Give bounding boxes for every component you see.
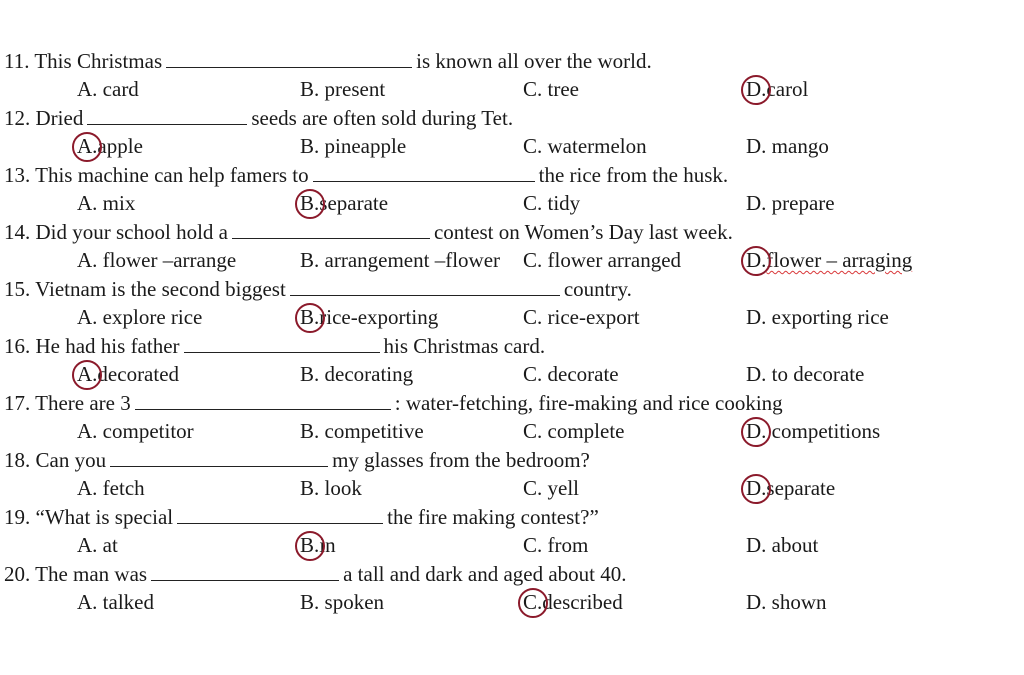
option-c: C. yell (523, 476, 580, 500)
question-stem: 18. Can you my glasses from the bedroom? (4, 448, 590, 472)
answer-circle-mark: B. (300, 191, 320, 215)
option-a: A. fetch (77, 476, 145, 500)
option-a: A. competitor (77, 419, 194, 443)
option-b: B. decorating (300, 362, 414, 386)
option-b: B. competitive (300, 419, 424, 443)
option-c: C. rice-export (523, 305, 640, 329)
option-d: D.separate (746, 476, 836, 500)
answer-blank (290, 277, 560, 296)
answer-blank (110, 448, 328, 467)
option-a: A. flower –arrange (77, 248, 237, 272)
options-row (4, 475, 1004, 503)
question-stem: 14. Did your school hold a contest on Women’s Day last week. (4, 220, 733, 244)
option-d: D.carol (746, 77, 809, 101)
question-stem: 12. Dried seeds are often sold during Tet. (4, 106, 514, 130)
options-row (4, 247, 1004, 275)
options-row (4, 76, 1004, 104)
option-b: B. arrangement –flower (300, 248, 501, 272)
option-b: B. spoken (300, 590, 385, 614)
answer-circle-mark: D. (746, 77, 767, 101)
option-b: B. present (300, 77, 386, 101)
answer-circle-mark: A. (77, 362, 98, 386)
option-a: A.decorated (77, 362, 180, 386)
answer-circle-mark: D. (746, 419, 767, 443)
option-d: D. about (746, 533, 819, 557)
options-row (4, 418, 1004, 446)
answer-blank (166, 49, 412, 68)
option-d: D. exporting rice (746, 305, 889, 329)
question-stem: 15. Vietnam is the second biggest country. (4, 277, 632, 301)
options-row (4, 304, 1004, 332)
answer-blank (232, 220, 430, 239)
option-c: C. tree (523, 77, 579, 101)
option-c: C. flower arranged (523, 248, 682, 272)
question-stem: 17. There are 3 : water-fetching, fire-making and rice cooking (4, 391, 783, 415)
option-c: C. decorate (523, 362, 619, 386)
options-row (4, 532, 1004, 560)
option-c: C. from (523, 533, 589, 557)
answer-blank (151, 562, 339, 581)
option-d: D.flower – arraging (746, 248, 913, 272)
answer-blank (184, 334, 380, 353)
options-row (4, 361, 1004, 389)
option-c: C. watermelon (523, 134, 647, 158)
option-d: D. mango (746, 134, 829, 158)
options-row (4, 190, 1004, 218)
question-stem: 16. He had his father his Christmas card. (4, 334, 546, 358)
option-a: A. at (77, 533, 118, 557)
answer-circle-mark: B. (300, 533, 320, 557)
option-a: A. explore rice (77, 305, 203, 329)
option-b: B. look (300, 476, 362, 500)
answer-blank (87, 106, 247, 125)
answer-circle-mark: A. (77, 134, 98, 158)
option-d: D. prepare (746, 191, 835, 215)
option-a: A. mix (77, 191, 136, 215)
answer-circle-mark: D. (746, 476, 767, 500)
question-stem: 19. “What is special the fire making contest?” (4, 505, 599, 529)
option-d: D. competitions (746, 419, 881, 443)
option-c: C.described (523, 590, 623, 614)
answer-circle-mark: C. (523, 590, 543, 614)
answer-blank (313, 163, 535, 182)
option-b: B.in (300, 533, 336, 557)
option-b: B.separate (300, 191, 389, 215)
question-stem: 11. This Christmas is known all over the world. (4, 49, 652, 73)
answer-blank (177, 505, 383, 524)
option-a: A. talked (77, 590, 154, 614)
option-d: D. shown (746, 590, 827, 614)
option-c: C. tidy (523, 191, 581, 215)
question-stem: 13. This machine can help famers to the rice from the husk. (4, 163, 729, 187)
option-c: C. complete (523, 419, 625, 443)
question-stem: 20. The man was a tall and dark and aged about 40. (4, 562, 627, 586)
option-a: A.apple (77, 134, 143, 158)
option-b: B. pineapple (300, 134, 407, 158)
options-row (4, 589, 1004, 617)
options-row (4, 133, 1004, 161)
option-a: A. card (77, 77, 139, 101)
answer-circle-mark: D. (746, 248, 767, 272)
option-b: B.rice-exporting (300, 305, 439, 329)
option-d: D. to decorate (746, 362, 865, 386)
answer-blank (135, 391, 391, 410)
answer-circle-mark: B. (300, 305, 320, 329)
